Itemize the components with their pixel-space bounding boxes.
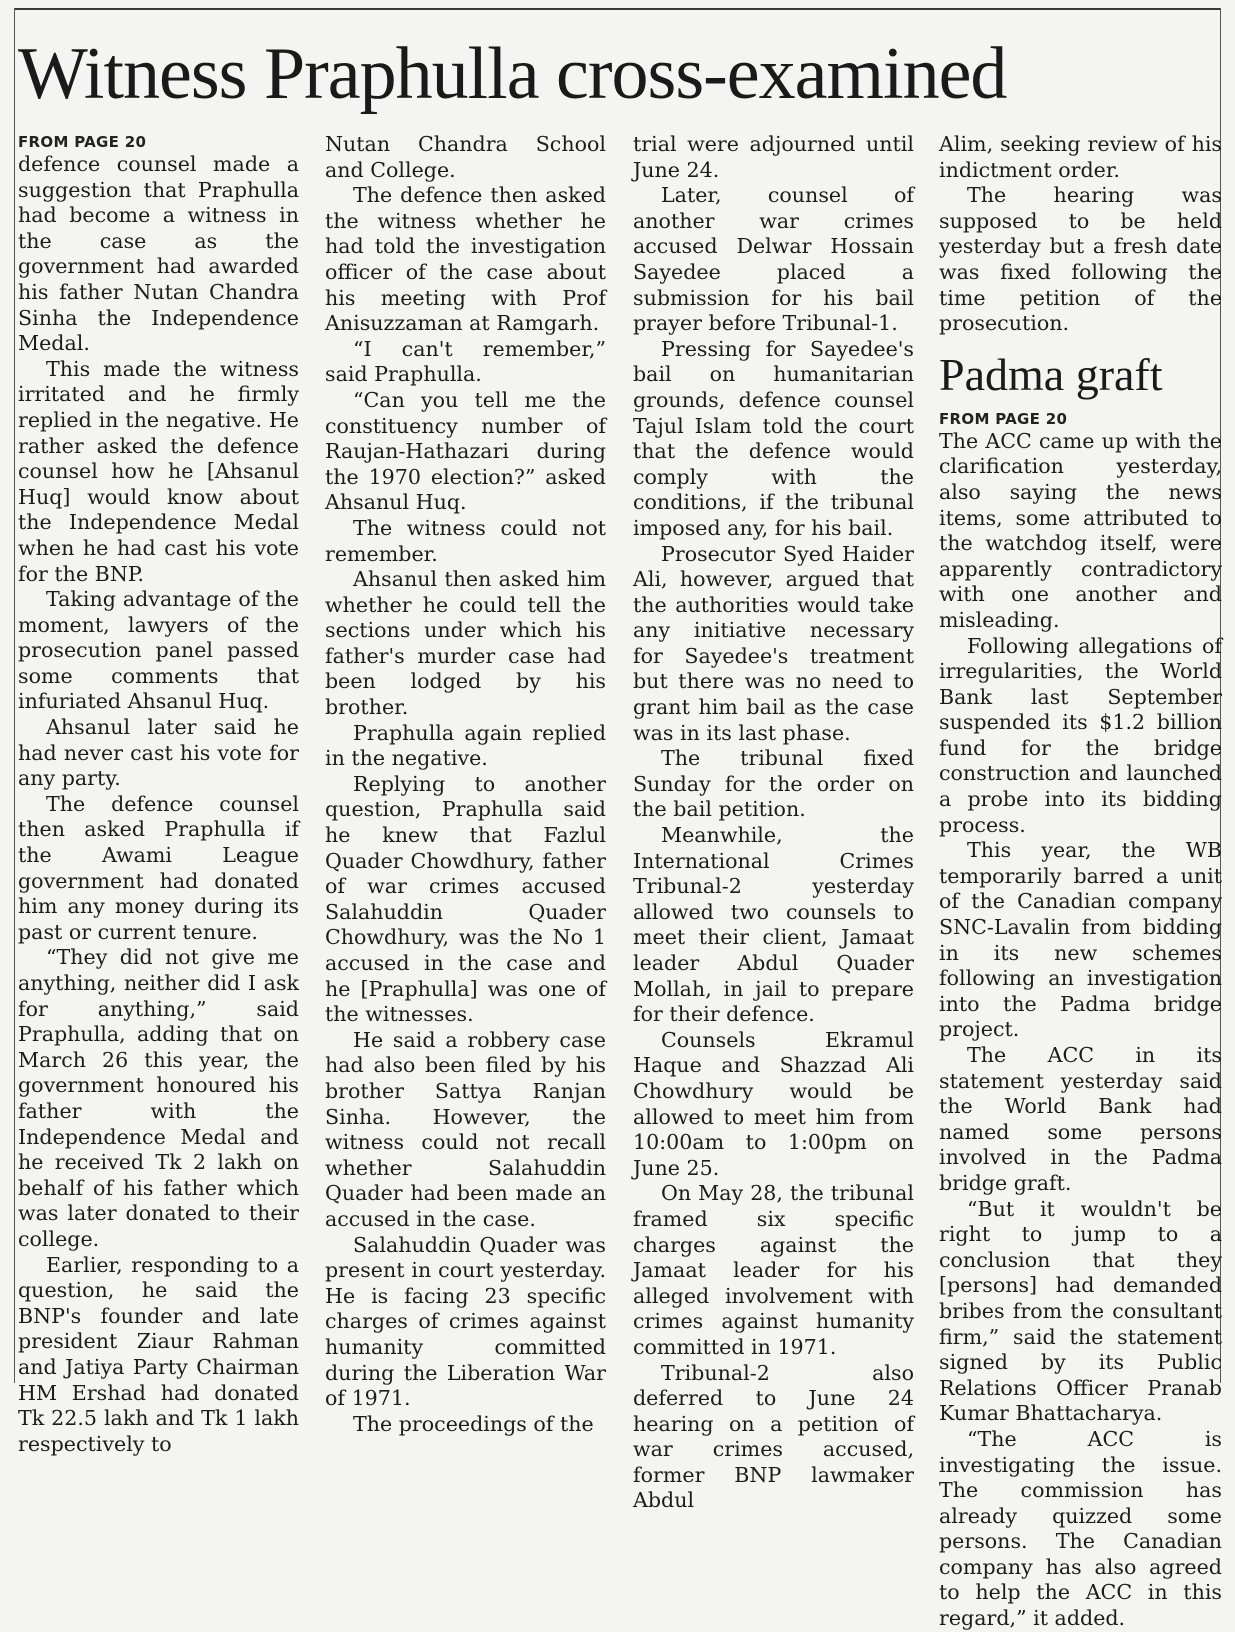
paragraph: Salahuddin Quader was present in court yesterday. He is facing 23 specific charges of crimes against humanity committed during the Liberation War of 1971. xyxy=(325,1232,606,1411)
paragraph: The tribunal fixed Sunday for the order on the bail petition. xyxy=(633,746,914,822)
paragraph: He said a robbery case had also been filed by his brother Sattya Ranjan Sinha. However, the witness could not recall whether Salahuddin Quader had been made an accused in the case. xyxy=(325,1027,606,1231)
paragraph: On May 28, the tribunal framed six specific charges against the Jamaat leader for his alleged involvement with crimes against humanity committed in 1971. xyxy=(633,1181,914,1359)
top-rule xyxy=(14,8,1221,10)
column-3 xyxy=(633,132,914,1513)
paragraph: The hearing was supposed to be held yesterday but a fresh date was fixed following the time petition of the prosecution. xyxy=(939,183,1222,336)
paragraph: trial were adjourned until June 24. xyxy=(633,132,914,182)
paragraph: Later, counsel of another war crimes accused Delwar Hossain Sayedee placed a submission for his bail prayer before Tribunal-1. xyxy=(633,183,914,336)
paragraph: This made the witness irritated and he firmly replied in the negative. He rather asked the defence counsel how he [Ahsanul Huq] would know about the Independence Medal when he had cast his vote for the BNP. xyxy=(18,356,299,586)
second-story-kicker: FROM PAGE 20 xyxy=(939,409,1068,428)
paragraph: The ACC came up with the clarification yesterday, also saying the news items, some attributed to the watchdog itself, were apparently contradictory with one another and misleading. xyxy=(939,428,1222,632)
paragraph: Prosecutor Syed Haider Ali, however, argued that the authorities would take any initiative necessary for Sayedee's treatment but there was no need to grant him bail as the case was in its last phase. xyxy=(633,541,914,745)
paragraph: Ahsanul then asked him whether he could tell the sections under which his father's murder case had been lodged by his brother. xyxy=(325,567,606,720)
headline: Witness Praphulla cross-examined xyxy=(18,33,1007,115)
paragraph: Ahsanul later said he had never cast his vote for any party. xyxy=(18,715,299,791)
paragraph: Counsels Ekramul Haque and Shazzad Ali Chowdhury would be allowed to meet him from 10:00am to 1:00pm on June 25. xyxy=(633,1027,914,1180)
paragraph: Alim, seeking review of his indictment order. xyxy=(939,132,1222,182)
paragraph: “The ACC is investigating the issue. The commission has already quizzed some persons. The Canadian company has also agreed to help the ACC in this regard,” it added. xyxy=(939,1426,1222,1631)
paragraph: Praphulla again replied in the negative. xyxy=(325,720,606,771)
paragraph: Pressing for Sayedee's bail on humanitarian grounds, defence counsel Tajul Islam told the court that the defence would comply with the conditions, if the tribunal imposed any, for his bail. xyxy=(633,336,914,540)
paragraph: This year, the WB temporarily barred a unit of the Canadian company SNC-Lavalin from bidding in its new schemes following an investigation into the Padma bridge project. xyxy=(939,838,1222,1042)
paragraph: The defence then asked the witness whether he had told the investigation officer of the case about his meeting with Prof Anisuzzaman at Ramgarh. xyxy=(325,183,606,336)
paragraph: Earlier, responding to a question, he said the BNP's founder and late president Ziaur Rahman and Jatiya Party Chairman HM Ershad had donated Tk 22.5 lakh and Tk 1 lakh respectively to xyxy=(18,1252,299,1456)
paragraph: defence counsel made a suggestion that Praphulla had become a witness in the case as the government had awarded his father Nutan Chandra Sinha the Independence Medal. xyxy=(18,152,299,356)
paragraph: “I can't remember,” said Praphulla. xyxy=(325,336,606,387)
kicker: FROM PAGE 20 xyxy=(18,133,147,151)
column-2 xyxy=(325,132,606,1436)
paragraph: “Can you tell me the constituency number of Raujan-Hathazari during the 1970 election?” asked Ahsanul Huq. xyxy=(325,387,606,515)
paragraph: Following allegations of irregularities, the World Bank last September suspended its $1.2 billion fund for the bridge construction and launched a probe into its bidding process. xyxy=(939,633,1222,837)
column-4 xyxy=(939,132,1222,1631)
paragraph: Tribunal-2 also deferred to June 24 hearing on a petition of war crimes accused, former BNP lawmaker Abdul xyxy=(633,1360,914,1513)
paragraph: “But it wouldn't be right to jump to a conclusion that they [persons] had demanded bribes from the consultant firm,” said the statement signed by its Public Relations Officer Pranab Kumar Bhattacharya. xyxy=(939,1196,1222,1426)
paragraph: The defence counsel then asked Praphulla if the Awami League government had donated him any money during its past or current tenure. xyxy=(18,791,299,944)
paragraph: “They did not give me anything, neither did I ask for anything,” said Praphulla, adding that on March 26 this year, the government honoured his father with the Independence Medal and he received Tk 2 lakh on behalf of his father which was later donated to their college. xyxy=(18,945,299,1251)
second-story-headline: Padma graft xyxy=(939,348,1163,400)
paragraph: Taking advantage of the moment, lawyers of the prosecution panel passed some comments that infuriated Ahsanul Huq. xyxy=(18,587,299,714)
paragraph: Nutan Chandra School and College. xyxy=(325,132,606,182)
paragraph: The witness could not remember. xyxy=(325,515,606,566)
left-border xyxy=(14,8,15,1383)
paragraph: Meanwhile, the International Crimes Tribunal-2 yesterday allowed two counsels to meet their client, Jamaat leader Abdul Quader Mollah, in jail to prepare for their defence. xyxy=(633,823,914,1027)
paragraph: The proceedings of the xyxy=(353,1411,594,1436)
paragraph: The ACC in its statement yesterday said the World Bank had named some persons involved in the Padma bridge graft. xyxy=(939,1043,1222,1195)
paragraph: Replying to another question, Praphulla said he knew that Fazlul Quader Chowdhury, father of war crimes accused Salahuddin Quader Chowdhury, was the No 1 accused in the case and he [Praphulla] was one of the witnesses. xyxy=(325,771,606,1027)
column-1 xyxy=(18,132,299,1456)
